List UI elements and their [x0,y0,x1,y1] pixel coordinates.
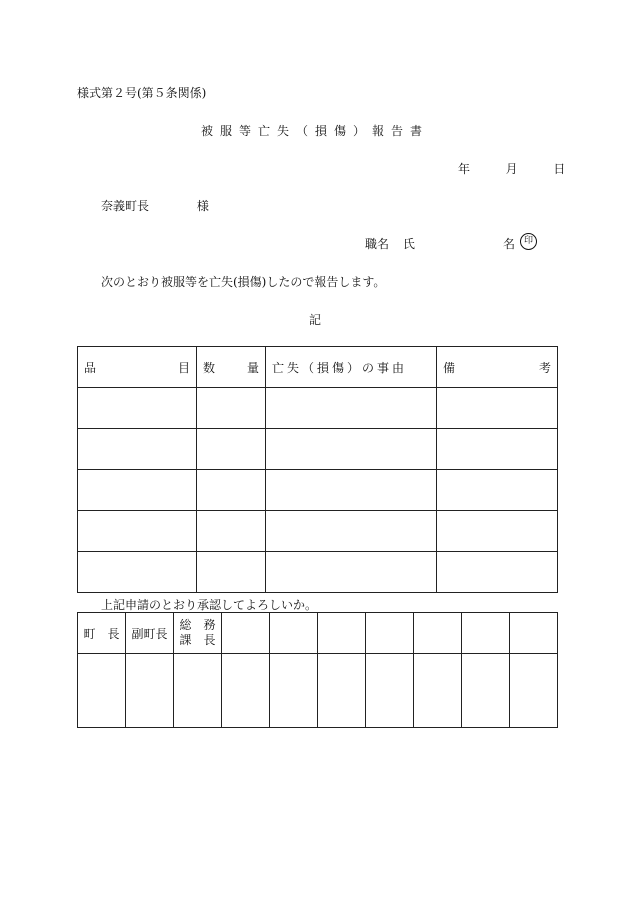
stamp-cell[interactable] [78,654,126,728]
cell-reason[interactable] [266,552,437,593]
approver-blank [366,613,414,654]
cell-reason[interactable] [266,429,437,470]
header-reason [266,347,437,388]
document-title: 被服等亡失（損傷）報告書 [200,124,429,138]
approver-blank [270,613,318,654]
seal-mark: 印 [520,233,537,250]
header-quantity-left: 数 [203,360,216,375]
approval-stamp-row [78,654,558,728]
header-remarks [437,347,558,388]
item-table [77,346,558,593]
cell-quantity[interactable] [197,470,266,511]
cell-quantity[interactable] [197,388,266,429]
cell-reason[interactable] [266,470,437,511]
header-remarks-left: 備 [443,360,456,375]
stamp-cell[interactable] [366,654,414,728]
stamp-cell[interactable] [510,654,558,728]
report-statement: 次のとおり被服等を亡失(損傷)したので報告します。 [101,275,386,289]
addressee-name: 奈義町長 [101,199,150,213]
name-label-shi: 氏 [402,237,415,251]
cell-quantity[interactable] [197,511,266,552]
cell-item[interactable] [78,552,197,593]
header-remarks-right: 考 [538,360,551,375]
approver-mayor: 町 長 [78,613,126,654]
approver-general-affairs-chief [174,613,222,654]
form-number: 様式第２号(第５条関係) [77,86,207,100]
signer-line [365,235,533,252]
cell-reason[interactable] [266,388,437,429]
date-line [458,160,565,177]
day-label: 日 [553,162,566,176]
stamp-cell[interactable] [174,654,222,728]
addressee-honorific: 様 [196,199,209,213]
cell-item[interactable] [78,470,197,511]
month-label: 月 [505,162,518,176]
cell-item[interactable] [78,388,197,429]
approver-blank [222,613,270,654]
approver-blank [462,613,510,654]
year-label: 年 [458,162,471,176]
stamp-cell[interactable] [126,654,174,728]
table-row [78,552,558,593]
table-row [78,388,558,429]
approval-table [77,612,558,728]
cell-item[interactable] [78,511,197,552]
approver-blank [414,613,462,654]
ki-heading: 記 [308,313,321,327]
stamp-cell[interactable] [318,654,366,728]
header-item-right: 目 [177,360,190,375]
approver-blank [510,613,558,654]
stamp-cell[interactable] [222,654,270,728]
header-item-left: 品 [84,360,97,375]
cell-remarks[interactable] [437,429,558,470]
cell-remarks[interactable] [437,511,558,552]
header-quantity-right: 量 [246,360,259,375]
header-reason-text: 亡失（損傷）の事由 [272,360,408,375]
cell-remarks[interactable] [437,552,558,593]
item-table-header [78,347,558,388]
cell-item[interactable] [78,429,197,470]
stamp-cell[interactable] [462,654,510,728]
header-quantity [197,347,266,388]
approval-header-row [78,613,558,654]
approver-general-affairs-line1: 総 務 [179,618,216,632]
approver-deputy-mayor: 副町長 [126,613,174,654]
addressee [101,197,209,214]
stamp-cell[interactable] [270,654,318,728]
cell-quantity[interactable] [197,429,266,470]
cell-remarks[interactable] [437,470,558,511]
position-label: 職名 [365,237,390,251]
table-row [78,429,558,470]
header-item [78,347,197,388]
approver-blank [318,613,366,654]
stamp-cell[interactable] [414,654,462,728]
cell-reason[interactable] [266,511,437,552]
approval-statement: 上記申請のとおり承認してよろしいか。 [101,598,318,612]
table-row [78,511,558,552]
approver-general-affairs-line2: 課 長 [179,633,216,647]
cell-quantity[interactable] [197,552,266,593]
table-row [78,470,558,511]
name-label-mei: 名 [503,237,516,251]
cell-remarks[interactable] [437,388,558,429]
